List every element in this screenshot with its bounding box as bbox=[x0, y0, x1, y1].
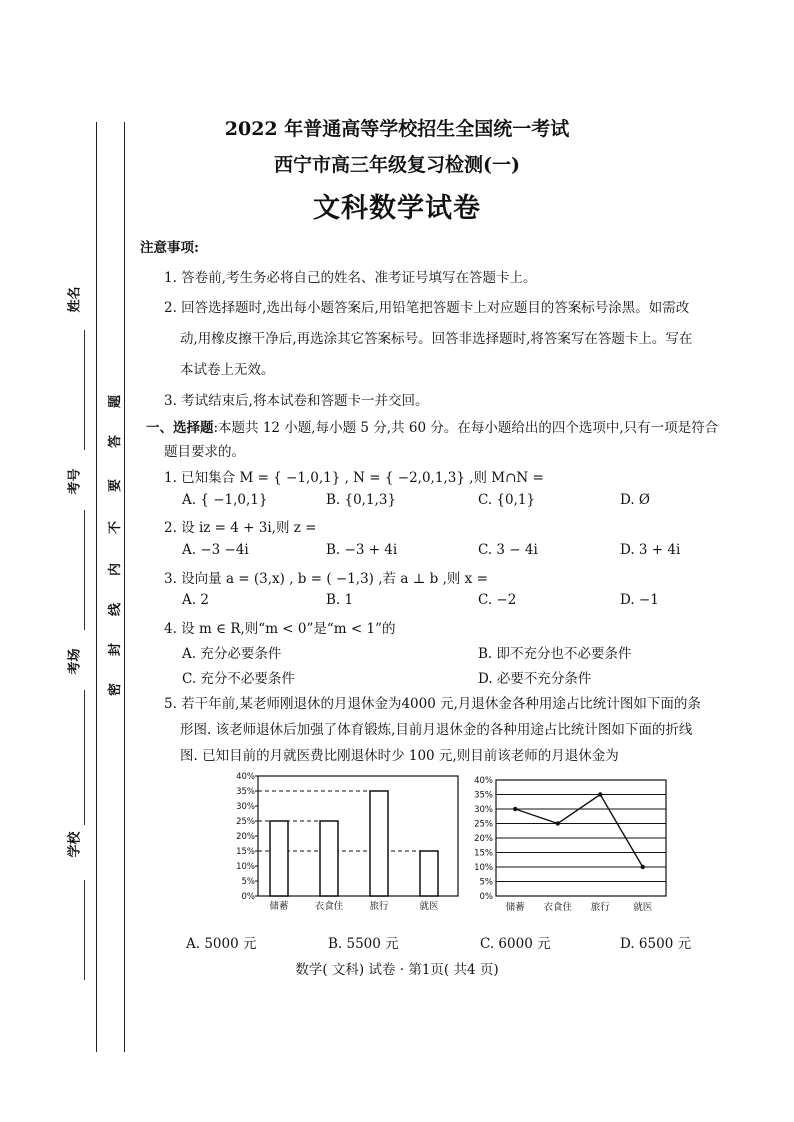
question-5-stem-c: 图. 已知目前的月就医费比刚退休时少 100 元,则目前该老师的月退休金为 bbox=[180, 748, 619, 764]
question-3-option-d: D. −1 bbox=[620, 592, 659, 608]
data-point bbox=[556, 821, 560, 825]
name-blank bbox=[84, 330, 85, 450]
y-tick-label: 40% bbox=[236, 772, 255, 782]
y-tick-label: 0% bbox=[479, 892, 493, 902]
section-heading bbox=[146, 416, 718, 436]
question-1-stem: 1. 已知集合 M = { −1,0,1} , N = { −2,0,1,3} ,则 M∩N = bbox=[164, 470, 544, 486]
question-5-option-a: A. 5000 元 bbox=[186, 936, 257, 952]
question-2-option-c: C. 3 − 4i bbox=[478, 542, 538, 558]
y-tick-label: 10% bbox=[474, 863, 493, 873]
y-tick-label: 20% bbox=[236, 832, 255, 842]
bar bbox=[320, 821, 338, 896]
y-tick-label: 20% bbox=[474, 834, 493, 844]
section-text-b: 题目要求的。 bbox=[164, 444, 245, 460]
seal-char: 要 bbox=[108, 478, 124, 493]
line-chart bbox=[470, 772, 670, 918]
question-5-option-b: B. 5500 元 bbox=[328, 936, 399, 952]
seal-char: 不 bbox=[108, 520, 124, 535]
data-point bbox=[513, 807, 517, 811]
question-3-option-c: C. −2 bbox=[478, 592, 517, 608]
y-tick-label: 35% bbox=[236, 787, 255, 797]
side-label-name: 姓名 bbox=[67, 286, 83, 313]
side-label-exam-no: 考号 bbox=[67, 468, 83, 495]
question-5-option-d: D. 6500 元 bbox=[620, 936, 692, 952]
data-point bbox=[598, 792, 602, 796]
x-tick-label: 衣食住 bbox=[543, 902, 573, 913]
exam-room-blank bbox=[84, 690, 85, 825]
note-2b: 动,用橡皮擦干净后,再选涂其它答案标号。回答非选择题时,将答案写在答题卡上。写在 bbox=[180, 331, 693, 347]
question-5-stem-a: 5. 若干年前,某老师刚退休的月退休金为4000 元,月退休金各种用途占比统计图如下面的条 bbox=[164, 696, 701, 712]
question-1-option-a: A. { −1,0,1} bbox=[182, 492, 268, 508]
binding-line-inner bbox=[124, 122, 125, 1052]
seal-char: 题 bbox=[108, 394, 124, 409]
y-tick-label: 30% bbox=[236, 802, 255, 812]
question-4-option-b: B. 即不充分也不必要条件 bbox=[478, 646, 632, 662]
seal-char: 密 bbox=[108, 682, 124, 697]
page-footer: 数学( 文科) 试卷 · 第1页( 共4 页) bbox=[295, 962, 499, 978]
question-5-option-c: C. 6000 元 bbox=[480, 936, 551, 952]
series-line bbox=[515, 795, 643, 868]
bar bbox=[370, 791, 388, 896]
y-tick-label: 30% bbox=[474, 805, 493, 815]
y-tick-label: 10% bbox=[236, 862, 255, 872]
note-2c: 本试卷上无效。 bbox=[180, 362, 275, 378]
exam-title-main: 文科数学试卷 bbox=[313, 193, 481, 224]
bar-chart bbox=[226, 768, 466, 918]
question-4-option-c: C. 充分不必要条件 bbox=[182, 671, 295, 687]
question-1-option-d: D. Ø bbox=[620, 492, 650, 508]
binding-line-outer bbox=[96, 122, 97, 1052]
section-text-a: :本题共 12 小题,每小题 5 分,共 60 分。在每小题给出的四个选项中,只有一项是符合 bbox=[213, 420, 719, 436]
question-2-option-b: B. −3 + 4i bbox=[326, 542, 398, 558]
side-label-exam-room: 考场 bbox=[67, 648, 83, 675]
exam-title-line1: 2022 年普通高等学校招生全国统一考试 bbox=[224, 118, 570, 140]
question-1-option-b: B. {0,1,3} bbox=[326, 492, 397, 508]
y-tick-label: 0% bbox=[241, 892, 255, 902]
question-2-stem: 2. 设 iz = 4 + 3i,则 z = bbox=[164, 520, 317, 536]
x-tick-label: 旅行 bbox=[590, 902, 610, 913]
x-tick-label: 储蓄 bbox=[505, 902, 525, 913]
x-tick-label: 衣食住 bbox=[314, 901, 344, 912]
y-tick-label: 40% bbox=[474, 776, 493, 786]
note-2a: 2. 回答选择题时,选出每小题答案后,用铅笔把答题卡上对应题目的答案标号涂黑。如需改 bbox=[164, 300, 690, 316]
seal-char: 封 bbox=[108, 642, 124, 657]
question-2-option-a: A. −3 −4i bbox=[182, 542, 249, 558]
exam-no-blank bbox=[84, 510, 85, 630]
y-tick-label: 15% bbox=[474, 848, 493, 859]
question-3-option-a: A. 2 bbox=[182, 592, 209, 608]
bar bbox=[270, 821, 288, 896]
question-4-option-a: A. 充分必要条件 bbox=[182, 646, 282, 662]
data-point bbox=[641, 865, 645, 869]
question-4-option-d: D. 必要不充分条件 bbox=[478, 671, 592, 687]
question-4-stem: 4. 设 m ∈ R,则“m < 0”是“m < 1”的 bbox=[164, 621, 396, 637]
note-3: 3. 考试结束后,将本试卷和答题卡一并交回。 bbox=[164, 393, 429, 409]
question-3-stem: 3. 设向量 a = (3,x) , b = ( −1,3) ,若 a ⊥ b ,则 x = bbox=[164, 571, 488, 587]
notes-heading: 注意事项: bbox=[140, 240, 199, 256]
question-5-stem-b: 形图. 该老师退休后加强了体育锻炼,目前月退休金的各种用途占比统计图如下面的折线 bbox=[180, 722, 693, 738]
section-label: 一、选择题 bbox=[146, 420, 214, 436]
x-tick-label: 储蓄 bbox=[269, 901, 289, 912]
question-3-option-b: B. 1 bbox=[326, 592, 354, 608]
y-tick-label: 35% bbox=[474, 790, 493, 801]
y-tick-label: 5% bbox=[241, 877, 255, 887]
y-tick-label: 25% bbox=[236, 817, 255, 827]
seal-char: 答 bbox=[108, 434, 124, 449]
x-tick-label: 旅行 bbox=[369, 901, 389, 912]
y-tick-label: 25% bbox=[474, 819, 493, 830]
bar bbox=[420, 851, 438, 896]
seal-char: 线 bbox=[108, 602, 124, 617]
seal-char: 内 bbox=[108, 562, 124, 577]
note-1: 1. 答卷前,考生务必将自己的姓名、准考证号填写在答题卡上。 bbox=[164, 270, 537, 286]
x-tick-label: 就医 bbox=[633, 902, 653, 913]
y-tick-label: 15% bbox=[236, 847, 255, 857]
question-1-option-c: C. {0,1} bbox=[478, 492, 536, 508]
x-tick-label: 就医 bbox=[419, 901, 439, 912]
question-2-option-d: D. 3 + 4i bbox=[620, 542, 681, 558]
exam-title-line2: 西宁市高三年级复习检测(一) bbox=[274, 154, 520, 176]
y-tick-label: 5% bbox=[479, 877, 493, 888]
side-label-school: 学校 bbox=[67, 831, 83, 858]
